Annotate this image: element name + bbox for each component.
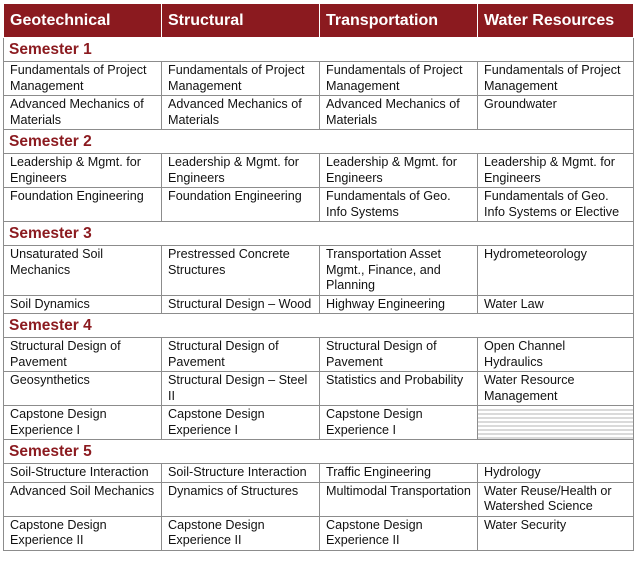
- table-row: [4, 96, 634, 130]
- semester-label: Semester 3: [4, 222, 634, 246]
- semester-row: [4, 314, 634, 338]
- semester-label: Semester 4: [4, 314, 634, 338]
- course-cell: Leadership & Mgmt. for Engineers: [320, 154, 478, 188]
- course-cell: Hydrometeorology: [478, 246, 634, 296]
- course-cell: Capstone Design Experience I: [4, 406, 162, 440]
- course-cell: Capstone Design Experience II: [162, 516, 320, 550]
- course-cell: Leadership & Mgmt. for Engineers: [478, 154, 634, 188]
- course-cell: Structural Design – Wood: [162, 295, 320, 314]
- table-row: [4, 246, 634, 296]
- course-cell: Capstone Design Experience II: [4, 516, 162, 550]
- course-cell: Soil-Structure Interaction: [162, 464, 320, 483]
- curriculum-table: [3, 3, 634, 551]
- table-body: [4, 38, 634, 551]
- course-cell: Water Law: [478, 295, 634, 314]
- table-row: [4, 464, 634, 483]
- course-cell: Hydrology: [478, 464, 634, 483]
- course-cell: Structural Design of Pavement: [162, 338, 320, 372]
- course-cell: Capstone Design Experience I: [162, 406, 320, 440]
- course-cell: Water Resource Management: [478, 372, 634, 406]
- course-cell: Fundamentals of Project Management: [320, 62, 478, 96]
- course-cell: Structural Design of Pavement: [4, 338, 162, 372]
- course-cell: Unsaturated Soil Mechanics: [4, 246, 162, 296]
- course-cell: Groundwater: [478, 96, 634, 130]
- course-cell: Water Reuse/Health or Watershed Science: [478, 482, 634, 516]
- semester-label: Semester 1: [4, 38, 634, 62]
- course-cell: Traffic Engineering: [320, 464, 478, 483]
- course-cell: Multimodal Transportation: [320, 482, 478, 516]
- course-cell: Fundamentals of Project Management: [478, 62, 634, 96]
- table-row: [4, 482, 634, 516]
- table-row: [4, 338, 634, 372]
- course-cell: Water Security: [478, 516, 634, 550]
- table-row: [4, 295, 634, 314]
- header-water-resources: Water Resources: [478, 4, 634, 38]
- table-row: [4, 372, 634, 406]
- course-cell: Fundamentals of Project Management: [162, 62, 320, 96]
- semester-row: [4, 222, 634, 246]
- course-cell: Fundamentals of Project Management: [4, 62, 162, 96]
- course-cell: Foundation Engineering: [4, 188, 162, 222]
- empty-hatched-cell: [478, 406, 634, 440]
- course-cell: Leadership & Mgmt. for Engineers: [4, 154, 162, 188]
- course-cell: Geosynthetics: [4, 372, 162, 406]
- course-cell: Advanced Soil Mechanics: [4, 482, 162, 516]
- course-cell: Leadership & Mgmt. for Engineers: [162, 154, 320, 188]
- header-row: [4, 4, 634, 38]
- header-structural: Structural: [162, 4, 320, 38]
- table-row: [4, 154, 634, 188]
- table-row: [4, 188, 634, 222]
- course-cell: Prestressed Concrete Structures: [162, 246, 320, 296]
- semester-row: [4, 130, 634, 154]
- course-cell: Highway Engineering: [320, 295, 478, 314]
- table-row: [4, 516, 634, 550]
- table-row: [4, 406, 634, 440]
- course-cell: Soil Dynamics: [4, 295, 162, 314]
- header-geotechnical: Geotechnical: [4, 4, 162, 38]
- semester-row: [4, 440, 634, 464]
- course-cell: Advanced Mechanics of Materials: [162, 96, 320, 130]
- course-cell: Advanced Mechanics of Materials: [320, 96, 478, 130]
- semester-label: Semester 5: [4, 440, 634, 464]
- course-cell: Fundamentals of Geo. Info Systems or Elective: [478, 188, 634, 222]
- course-cell: Open Channel Hydraulics: [478, 338, 634, 372]
- semester-row: [4, 38, 634, 62]
- course-cell: Soil-Structure Interaction: [4, 464, 162, 483]
- course-cell: Dynamics of Structures: [162, 482, 320, 516]
- header-transportation: Transportation: [320, 4, 478, 38]
- course-cell: Foundation Engineering: [162, 188, 320, 222]
- course-cell: Advanced Mechanics of Materials: [4, 96, 162, 130]
- semester-label: Semester 2: [4, 130, 634, 154]
- course-cell: Structural Design – Steel II: [162, 372, 320, 406]
- course-cell: Capstone Design Experience II: [320, 516, 478, 550]
- course-cell: Capstone Design Experience I: [320, 406, 478, 440]
- table-header: [4, 4, 634, 38]
- course-cell: Transportation Asset Mgmt., Finance, and Planning: [320, 246, 478, 296]
- course-cell: Statistics and Probability: [320, 372, 478, 406]
- course-cell: Fundamentals of Geo. Info Systems: [320, 188, 478, 222]
- course-cell: Structural Design of Pavement: [320, 338, 478, 372]
- table-row: [4, 62, 634, 96]
